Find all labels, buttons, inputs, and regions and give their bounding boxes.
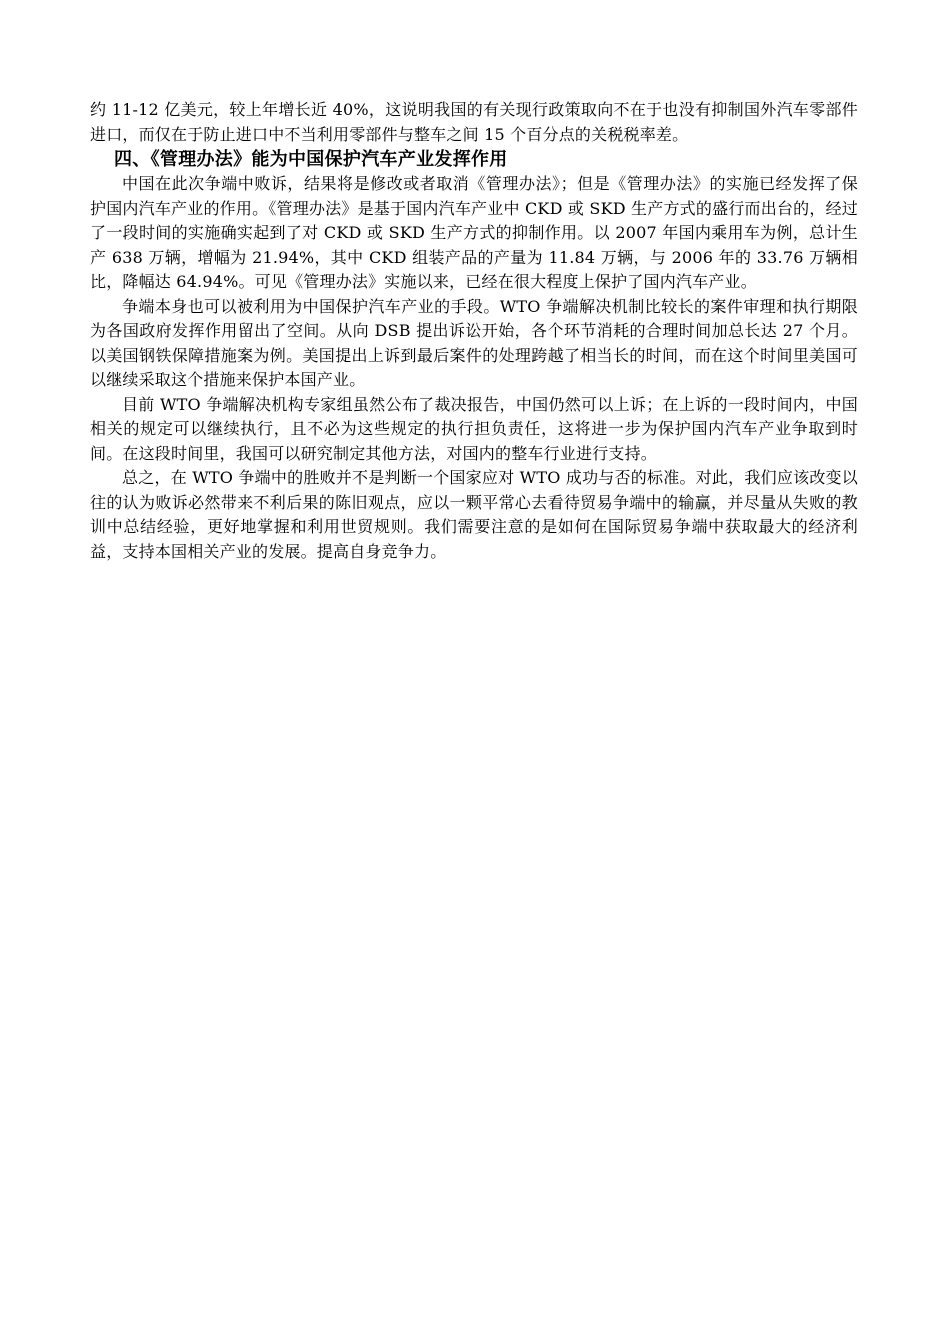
paragraph-1: 中国在此次争端中败诉，结果将是修改或者取消《管理办法》；但是《管理办法》的实施已经发挥了保护国内汽车产业的作用。《管理办法》是基于国内汽车产业中 CKD 或 SKD 生产方式的盛行而出台的，经过了一段时间的实施确实起到了对 CKD 或 SKD 生产方式的抑制作用。以 2007 年国内乘用车为例，总计生产 638 万辆，增幅为 21.94%，其中 CKD 组装产品的产量为 11.84 万辆，与 2006 年的 33.76 万辆相比，降幅达 64.94%。可见《管理办法》实施以来，已经在很大程度上保护了国内汽车产业。	[90, 174, 858, 291]
section-heading: 四、《管理办法》能为中国保护汽车产业发挥作用	[114, 149, 508, 170]
paragraph-continued: 约 11-12 亿美元，较上年增长近 40%，这说明我国的有关现行政策取向不在于也没有抑制国外汽车零部件进口，而仅在于防止进口中不当利用零部件与整车之间 15 个百分点的关税税率差。	[90, 100, 858, 144]
document-page	[90, 98, 858, 564]
paragraph-4: 总之，在 WTO 争端中的胜败并不是判断一个国家应对 WTO 成功与否的标准。对此，我们应该改变以往的认为败诉必然带来不利后果的陈旧观点，应以一颗平常心去看待贸易争端中的输赢，并尽量从失败的教训中总结经验，更好地掌握和利用世贸规则。我们需要注意的是如何在国际贸易争端中获取最大的经济利益，支持本国相关产业的发展。提高自身竞争力。	[90, 468, 858, 561]
paragraph-3: 目前 WTO 争端解决机构专家组虽然公布了裁决报告，中国仍然可以上诉；在上诉的一段时间内，中国相关的规定可以继续执行，且不必为这些规定的执行担负责任，这将进一步为保护国内汽车产业争取到时间。在这段时间里，我国可以研究制定其他方法，对国内的整车行业进行支持。	[90, 394, 858, 463]
paragraph-2: 争端本身也可以被利用为中国保护汽车产业的手段。WTO 争端解决机制比较长的案件审理和执行期限为各国政府发挥作用留出了空间。从向 DSB 提出诉讼开始，各个环节消耗的合理时间加总长达 27 个月。以美国钢铁保障措施案为例。美国提出上诉到最后案件的处理跨越了相当长的时间，而在这个时间里美国可以继续采取这个措施来保护本国产业。	[90, 296, 858, 389]
